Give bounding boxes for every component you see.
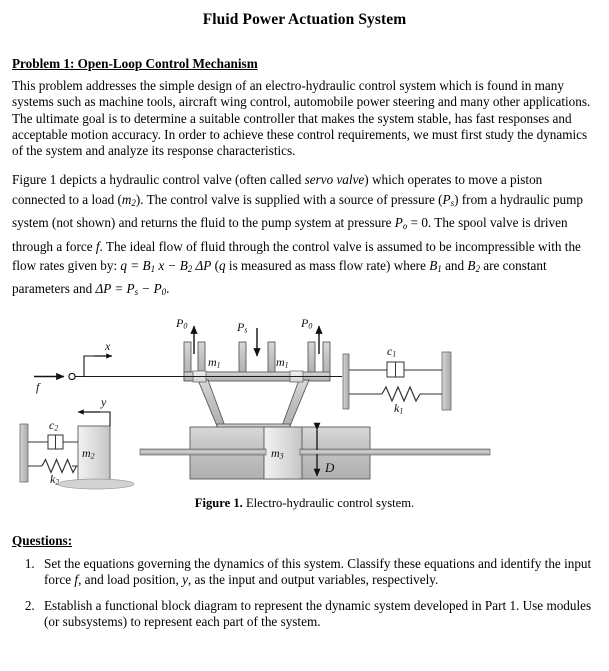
label-ps: $P_s$ — [237, 319, 248, 335]
label-force-f: f — [36, 379, 40, 394]
equation-p0-subscript: o — [402, 221, 408, 232]
figure-caption — [12, 496, 597, 511]
mass-m2-ground — [58, 479, 134, 489]
equation-b2-subscript: 2 — [187, 264, 193, 275]
pin-joint — [69, 373, 75, 379]
var-force-f: f — [95, 238, 100, 254]
question-item-1 — [38, 556, 597, 589]
page-title: Fluid Power Actuation System — [202, 11, 407, 28]
var-q: q — [219, 258, 226, 274]
right-fixed-wall — [442, 352, 451, 410]
y-leader-line — [90, 412, 110, 426]
label-d: D — [325, 459, 335, 475]
var-b2: B — [467, 258, 476, 274]
label-p0-right: $P_0$ — [301, 315, 313, 331]
equation-deltap-mid: − P — [138, 281, 162, 297]
para2-text-1: Figure 1 depicts a hydraulic control valve (often called — [12, 172, 305, 188]
electro-hydraulic-system-diagram — [12, 314, 597, 492]
left-fixed-wall — [20, 424, 28, 482]
var-m2: m — [121, 191, 132, 207]
para2-text-5: . The spool valve is driven through a force — [12, 215, 568, 254]
spring-k2-coil — [42, 459, 77, 472]
equation-flow-end: ΔP — [192, 258, 212, 274]
section-heading: Problem 1: Open-Loop Control Mechanism — [12, 56, 258, 71]
section-heading-wrap — [12, 29, 597, 78]
equation-deltap-sub2: 0 — [161, 287, 167, 298]
questions-list — [12, 556, 597, 631]
para2-text-9: and — [441, 258, 468, 274]
label-m2: $m_2$ — [82, 445, 95, 461]
q2-text-1: Establish a functional block diagram to represent the dynamic system developed in Part 1. Use modules (or subsystems) to represent each part of the system. — [44, 597, 592, 630]
equation-deltap: ΔP = P — [95, 281, 135, 297]
q1-text-3: , as the input and output variables, respectively. — [187, 572, 439, 588]
label-m3: $m_3$ — [271, 445, 284, 461]
servo-valve-term: servo valve — [304, 172, 365, 188]
figure-caption-text: Electro-hydraulic control system. — [242, 495, 415, 510]
label-m1-left: $m_1$ — [208, 354, 221, 370]
equation-b1-subscript: 1 — [150, 264, 156, 275]
var-ps-subscript: s — [450, 197, 455, 208]
label-p0-left: $P_0$ — [176, 315, 188, 331]
para2-text-7: ( — [211, 258, 220, 274]
x-leader-line — [84, 356, 104, 377]
para2-text-11: . — [166, 281, 170, 297]
para2-text-3: ). The control valve is supplied with a source of pressure ( — [135, 191, 443, 207]
q1-text-2: , and load position, — [78, 572, 183, 588]
piston-rod-right — [300, 449, 490, 455]
question-item-2 — [38, 598, 597, 631]
equation-flow-q: q = B — [120, 258, 151, 274]
var-b1-subscript: 1 — [437, 264, 442, 275]
label-k1: $k_1$ — [394, 400, 404, 416]
figure-description-paragraph — [12, 170, 597, 302]
equation-flow-mid: x − B — [155, 258, 188, 274]
piston-rod-left — [140, 449, 266, 455]
label-y: y — [101, 394, 107, 409]
equation-p0-var: P — [394, 215, 403, 231]
questions-heading: Questions: — [12, 532, 73, 548]
equation-deltap-sub1: s — [134, 287, 139, 298]
para2-text-8: is measured as mass flow rate) where — [225, 258, 430, 274]
para2-text-4: ) from a hydraulic pump system (not shown) and returns the fluid to the pump system at pressure — [12, 191, 584, 231]
figure-1 — [12, 314, 597, 492]
q1-var-f: f — [74, 572, 79, 588]
para2-text-10: are constant parameters and — [12, 258, 547, 297]
label-x: x — [105, 338, 111, 353]
figure-caption-number: Figure 1. — [194, 495, 243, 510]
para2-text-2: ) which operates to move a piston connected to a load ( — [12, 172, 543, 207]
label-m1-right: $m_1$ — [276, 354, 289, 370]
questions-heading-wrap — [12, 511, 597, 556]
figure-canvas — [12, 314, 597, 492]
label-k2: $k_2$ — [50, 471, 60, 487]
para2-text-6: . The ideal flow of fluid through the control valve is assumed to be incompressible with the flow rates given by: — [12, 238, 581, 274]
var-m2-subscript: 2 — [131, 197, 136, 208]
intro-paragraph: This problem addresses the simple design of an electro-hydraulic control system which is found in many systems such as machine tools, aircraft wing control, automobile power steering and many other applications. The ultimate goal is to determine a suitable controller that makes the system stable, has fast responses and acceptable motion accuracy. In order to achieve these control requirements, we must first study the dynamics of the system and analyze its response characteristics. — [12, 78, 591, 159]
var-b2-subscript: 2 — [475, 264, 480, 275]
var-ps: P — [442, 191, 451, 207]
var-b1: B — [429, 258, 438, 274]
document-page — [0, 11, 609, 630]
equation-p0-rest: = 0 — [407, 215, 428, 231]
label-c2: $c_2$ — [49, 417, 59, 433]
spool-end-plate — [343, 354, 349, 409]
label-c1: $c_1$ — [387, 343, 397, 359]
spring-k1-coil — [382, 387, 420, 401]
q1-var-y: y — [182, 572, 188, 588]
q1-text-1: Set the equations governing the dynamics of this system. Classify these equations and identify the input force — [44, 555, 592, 588]
